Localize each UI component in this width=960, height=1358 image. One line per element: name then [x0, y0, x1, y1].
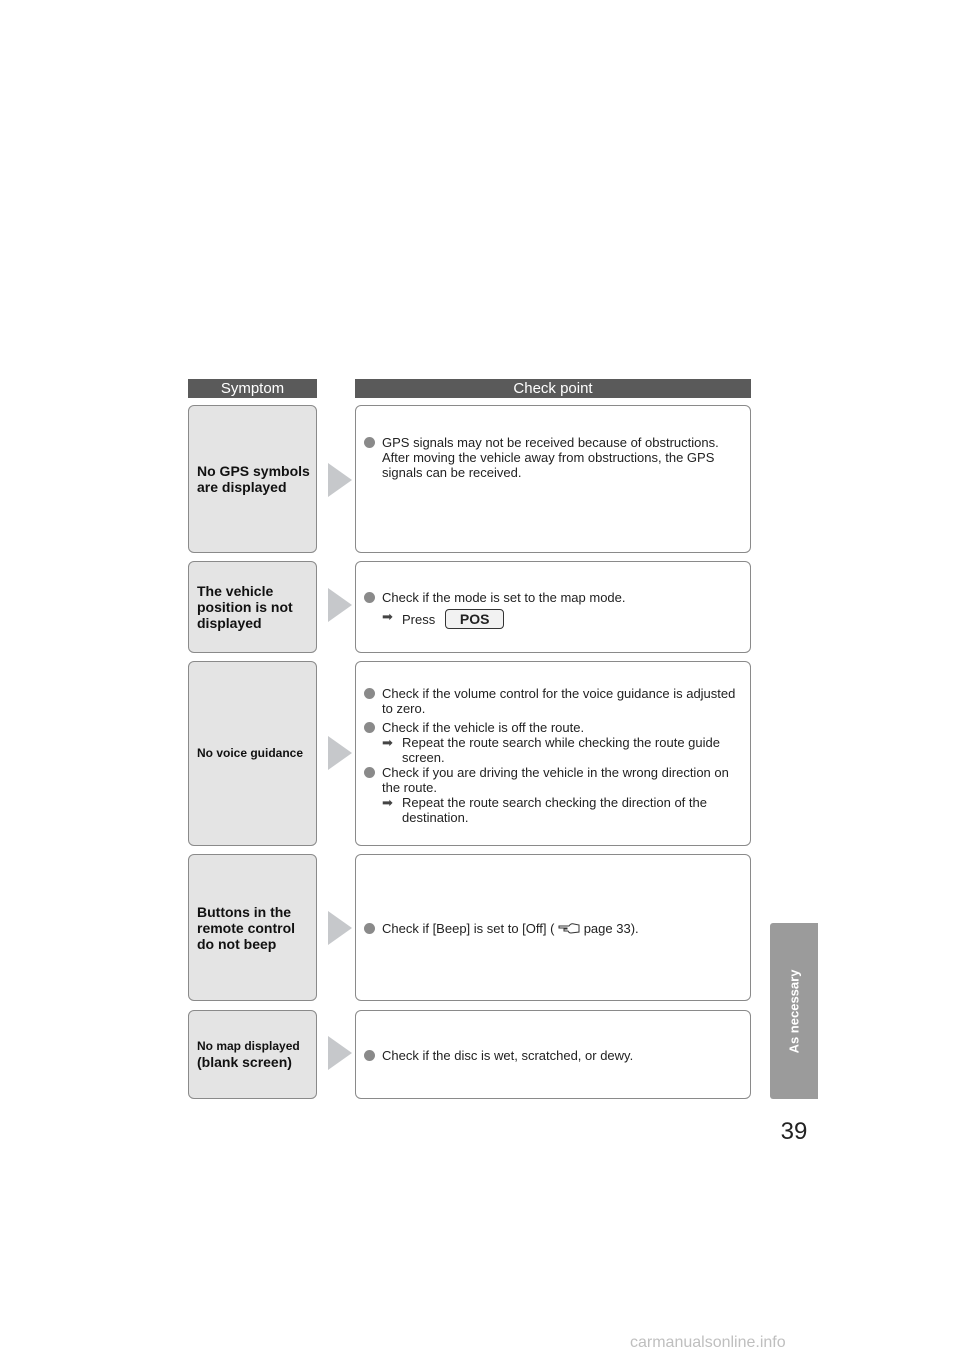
- pos-button: POS: [445, 609, 505, 629]
- symptom-line: are displayed: [197, 479, 287, 495]
- hand-pointer-icon: [558, 922, 580, 937]
- bullet-icon: [364, 767, 375, 778]
- arrow-right-icon: [328, 588, 352, 622]
- bullet-icon: [364, 437, 375, 448]
- check-no-beep: [355, 854, 751, 1001]
- arrow-icon: ➡: [382, 609, 393, 624]
- symptom-line: (blank screen): [197, 1054, 292, 1070]
- check-item: Check if the disc is wet, scratched, or dewy.: [364, 1048, 742, 1063]
- check-no-gps: [355, 405, 751, 553]
- check-item: Check if [Beep] is set to [Off] ( page 33).: [364, 921, 742, 937]
- symptom-line: do not beep: [197, 935, 277, 952]
- symptom-line: position is not: [197, 599, 293, 615]
- symptom-line: No map displayed: [197, 1039, 300, 1053]
- symptom-line: Buttons in the: [197, 903, 292, 920]
- symptom-no-map: [188, 1010, 317, 1099]
- symptom-no-beep: [188, 854, 317, 1001]
- check-item: Check if the vehicle is off the route.: [364, 720, 742, 735]
- symptom-line: No voice guidance: [197, 746, 304, 760]
- check-action: ➡ Press POS: [364, 609, 742, 629]
- symptom-line: The vehicle: [197, 583, 274, 599]
- symptom-line: No GPS symbols: [197, 463, 310, 479]
- check-item: Check if the mode is set to the map mode.: [364, 590, 742, 605]
- check-item: Check if the volume control for the voice guidance is adjusted to zero.: [364, 686, 742, 716]
- check-vehicle-position: [355, 561, 751, 653]
- symptom-line: remote control: [197, 919, 296, 936]
- symptom-no-voice: [188, 661, 317, 846]
- arrow-right-icon: [328, 736, 352, 770]
- check-point-header: Check point: [355, 379, 751, 398]
- bullet-icon: [364, 722, 375, 733]
- arrow-icon: ➡: [382, 735, 393, 750]
- watermark: carmanualsonline.info: [630, 1334, 786, 1351]
- arrow-right-icon: [328, 1036, 352, 1070]
- check-item: Check if you are driving the vehicle in the wrong direction on the route.: [364, 765, 742, 795]
- bullet-icon: [364, 688, 375, 699]
- arrow-icon: ➡: [382, 795, 393, 810]
- check-no-map: [355, 1010, 751, 1099]
- check-item: GPS signals may not be received because of obstructions. After moving the vehicle away from obstructions, the GPS signals can be received.: [364, 435, 742, 480]
- check-action: ➡ Repeat the route search checking the direction of the destination.: [382, 795, 707, 825]
- arrow-right-icon: [328, 911, 352, 945]
- symptom-line: displayed: [197, 615, 262, 631]
- bullet-icon: [364, 592, 375, 603]
- arrow-right-icon: [328, 463, 352, 497]
- symptom-header: Symptom: [188, 379, 317, 398]
- symptom-no-gps: [188, 405, 317, 553]
- check-no-voice: [355, 661, 751, 846]
- check-action: ➡ Repeat the route search while checking the route guide screen.: [382, 735, 720, 765]
- section-tab: [770, 923, 818, 1099]
- symptom-vehicle-position: [188, 561, 317, 653]
- bullet-icon: [364, 923, 375, 934]
- section-tab-label: As necessary: [786, 969, 802, 1053]
- page-number: 39: [780, 1118, 808, 1145]
- bullet-icon: [364, 1050, 375, 1061]
